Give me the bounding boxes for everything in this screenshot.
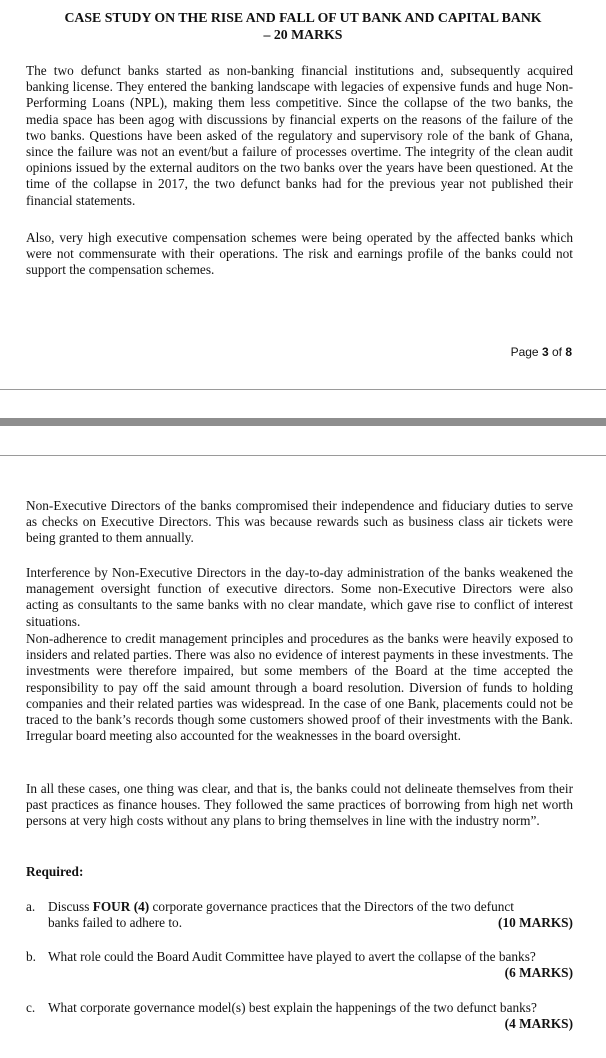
question-b-letter: b. [26,949,36,964]
page-top-divider [0,455,606,456]
title-line-2: – 20 MARKS [263,26,343,42]
question-a-marks: (10 MARKS) [498,915,573,931]
question-c-text: What corporate governance model(s) best explain the happenings of the two defunct banks? [48,1000,537,1015]
required-heading: Required: [26,864,84,879]
title-line-1: CASE STUDY ON THE RISE AND FALL OF UT BANK AND CAPITAL BANK [64,10,542,25]
question-a [26,899,573,931]
page-number: Page 3 of 8 [510,345,572,359]
question-b [26,949,573,981]
page-break-bar [0,418,606,426]
page-bottom-divider [0,389,606,390]
question-c-marks: (4 MARKS) [504,1016,573,1032]
paragraph-independence: Non-Executive Directors of the banks compromised their independence and fiduciary duties to serve as checks on Executive Directors. This was because rewards such as business class air tickets were being granted to them annually. [26,498,573,546]
paragraph-interference: Interference by Non-Executive Directors in the day-to-day administration of the banks weakened the management oversight function of executive directors. Some non-Executive Directors were also acting as consultants to the same banks with no clear mandate, which gave rise to conflict of interest situations. [26,565,573,629]
question-a-text: Discuss FOUR (4) corporate governance practices that the Directors of the two defunct [48,899,514,914]
question-c-letter: c. [26,1000,36,1015]
paragraph-finance-houses: In all these cases, one thing was clear, and that is, the banks could not delineate themselves from their past practices as finance houses. They followed the same practices of borrowing from high net worth persons at very high costs without any plans to bring themselves in line with the industry norm”. [26,781,573,829]
document-title [20,10,586,43]
paragraph-origins: The two defunct banks started as non-banking financial institutions and, subsequently acquired banking license. They entered the banking landscape with legacies of expensive funds and huge Non-Performing Loans (NPL), making them less competitive. Since the collapse of the two banks, the media space has been agog with discussions by financial experts on the reasons of the failure of the two banks. Questions have been asked of the regulatory and supervisory role of the bank of Ghana, since the failure was not an event/but a failure of processes overtime. The integrity of the clean audit opinions issued by the external auditors on the two banks over the years have been questioned. At the time of the collapse in 2017, the two defunct banks had for the previous year not published their financial statements. [26,63,573,208]
paragraph-compensation: Also, very high executive compensation schemes were being operated by the affected banks which were not commensurate with their operations. The risk and earnings profile of the banks could not support the compensation schemes. [26,230,573,278]
question-b-marks: (6 MARKS) [504,965,573,981]
question-a-letter: a. [26,899,36,914]
question-c [26,1000,573,1032]
paragraph-credit-management: Non-adherence to credit management principles and procedures as the banks were heavily exposed to insiders and related parties. There was also no evidence of interest payments in these investments. The investments were therefore impaired, but some members of the Board at the time accepted the responsibility to pay off the said amount through a board resolution. Diversion of funds to holding companies and their related parties was widespread. In the case of one Bank, placements could not be traced to the bank’s records though some customers showed proof of their investments with the Bank. Irregular board meeting also accounted for the weaknesses in the board oversight. [26,631,573,744]
question-b-text: What role could the Board Audit Committee have played to avert the collapse of the banks? [48,949,536,964]
question-a-text-line2: banks failed to adhere to. [48,915,183,931]
